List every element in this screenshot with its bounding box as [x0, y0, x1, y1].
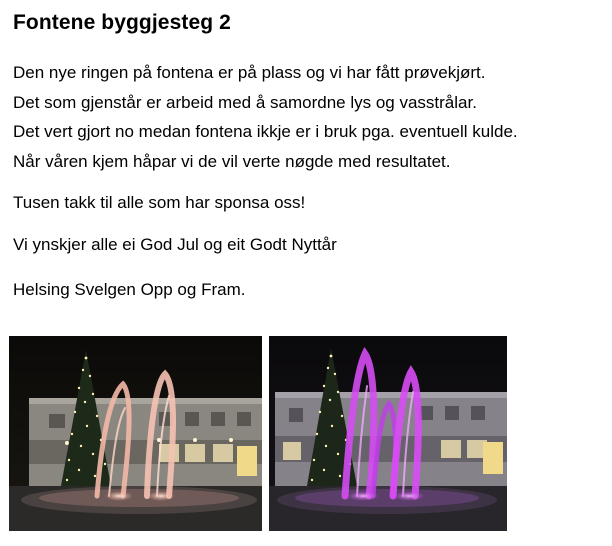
- text-line: Den nye ringen på fontena er på plass og vi har fått prøvekjørt.: [13, 63, 486, 82]
- page-title: Fontene byggjesteg 2: [13, 11, 231, 34]
- paragraph-greeting: Vi ynskjer alle ei God Jul og eit Godt Nyttår: [13, 235, 337, 254]
- fountain-photo-purple-light: [269, 336, 507, 531]
- paragraph-thanks: Tusen takk til alle som har sponsa oss!: [13, 193, 306, 212]
- text-line: Det som gjenstår er arbeid med å samordne lys og vasstrålar.: [13, 92, 477, 112]
- paragraph-intro: [13, 58, 518, 176]
- text-line: Når våren kjem håpar vi de vil verte nøgde med resultatet.: [13, 151, 451, 171]
- fountain-photo-purple: [269, 336, 507, 531]
- paragraph-signature: Helsing Svelgen Opp og Fram.: [13, 280, 246, 299]
- fountain-photo-warm: [9, 336, 262, 531]
- text-line: Det vert gjort no medan fontena ikkje er i bruk pga. eventuell kulde.: [13, 122, 518, 141]
- fountain-photo-warm-light: [9, 336, 262, 531]
